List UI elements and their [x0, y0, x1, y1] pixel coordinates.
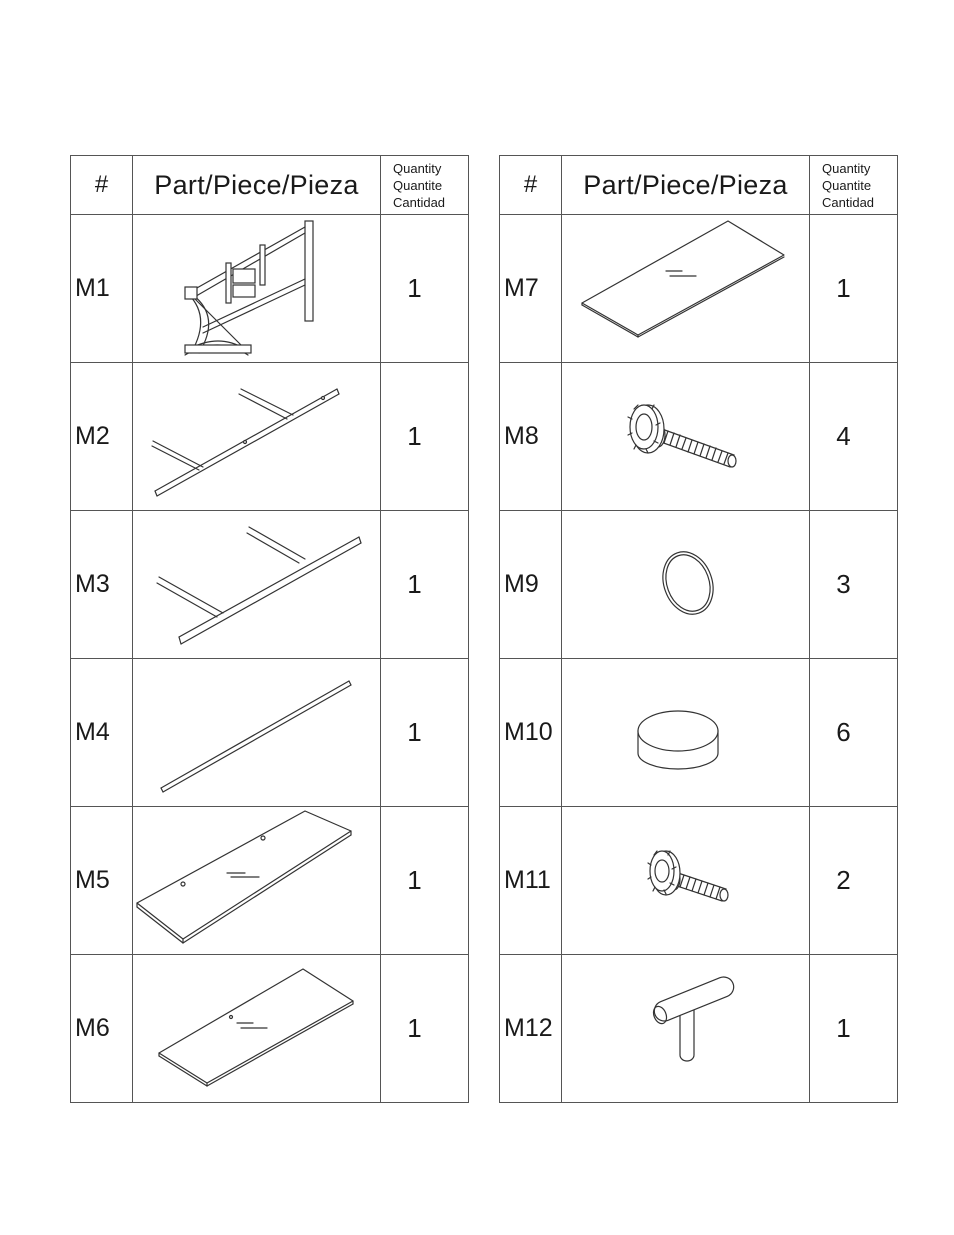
leveling-bolt-icon — [562, 363, 809, 510]
header-row — [71, 156, 469, 215]
part-quantity: 2 — [810, 807, 898, 955]
part-id: M1 — [71, 215, 133, 363]
part-quantity: 4 — [810, 363, 898, 511]
part-id: M12 — [500, 955, 562, 1103]
part-quantity: 1 — [381, 659, 469, 807]
parts-table-left — [70, 155, 469, 1103]
table-row — [500, 363, 898, 511]
part-id: M9 — [500, 511, 562, 659]
header-quantity-es: Cantidad — [393, 194, 446, 210]
table-row — [71, 363, 469, 511]
part-image — [562, 511, 810, 659]
tv-stand-frame-icon — [133, 215, 380, 362]
part-id: M10 — [500, 659, 562, 807]
header-part: Part/Piece/Pieza — [133, 156, 381, 215]
part-image — [133, 807, 381, 955]
part-id: M8 — [500, 363, 562, 511]
table-row — [71, 807, 469, 955]
part-quantity: 1 — [381, 511, 469, 659]
part-quantity: 1 — [381, 363, 469, 511]
table-row — [71, 659, 469, 807]
header-quantity-en: Quantity — [822, 160, 871, 176]
table-row — [71, 511, 469, 659]
header-quantity — [810, 156, 898, 215]
header-part: Part/Piece/Pieza — [562, 156, 810, 215]
part-id: M5 — [71, 807, 133, 955]
header-quantity-fr: Quantite — [393, 177, 443, 193]
part-image — [133, 511, 381, 659]
part-id: M3 — [71, 511, 133, 659]
part-image — [562, 215, 810, 363]
parts-table-right — [499, 155, 898, 1103]
part-quantity: 3 — [810, 511, 898, 659]
header-number: # — [500, 156, 562, 215]
part-id: M7 — [500, 215, 562, 363]
rod-icon — [133, 659, 380, 806]
table-row — [500, 215, 898, 363]
part-quantity: 6 — [810, 659, 898, 807]
glass-panel-icon — [562, 215, 809, 362]
part-quantity: 1 — [381, 955, 469, 1103]
part-image — [133, 955, 381, 1103]
part-id: M6 — [71, 955, 133, 1103]
header-quantity-fr: Quantite — [822, 177, 872, 193]
header-quantity — [381, 156, 469, 215]
ring-icon — [562, 511, 809, 658]
table-row — [500, 807, 898, 955]
part-image — [562, 659, 810, 807]
glass-shelf-icon — [133, 955, 380, 1102]
part-image — [562, 363, 810, 511]
crossbar-frame-icon — [133, 511, 380, 658]
part-id: M11 — [500, 807, 562, 955]
header-number: # — [71, 156, 133, 215]
part-quantity: 1 — [810, 955, 898, 1103]
header-row — [500, 156, 898, 215]
part-quantity: 1 — [381, 215, 469, 363]
part-image — [133, 215, 381, 363]
header-quantity-es: Cantidad — [822, 194, 875, 210]
header-quantity-en: Quantity — [393, 160, 442, 176]
crossbar-frame-icon — [133, 363, 380, 510]
t-handle-icon — [562, 955, 809, 1102]
short-bolt-icon — [562, 807, 809, 954]
part-image — [562, 807, 810, 955]
part-image — [133, 659, 381, 807]
table-row — [500, 955, 898, 1103]
table-row — [71, 215, 469, 363]
pad-icon — [562, 659, 809, 806]
part-image — [133, 363, 381, 511]
part-id: M2 — [71, 363, 133, 511]
part-quantity: 1 — [381, 807, 469, 955]
table-row — [500, 659, 898, 807]
table-row — [71, 955, 469, 1103]
table-row — [500, 511, 898, 659]
part-quantity: 1 — [810, 215, 898, 363]
part-image — [562, 955, 810, 1103]
part-id: M4 — [71, 659, 133, 807]
glass-shelf-icon — [133, 807, 380, 954]
